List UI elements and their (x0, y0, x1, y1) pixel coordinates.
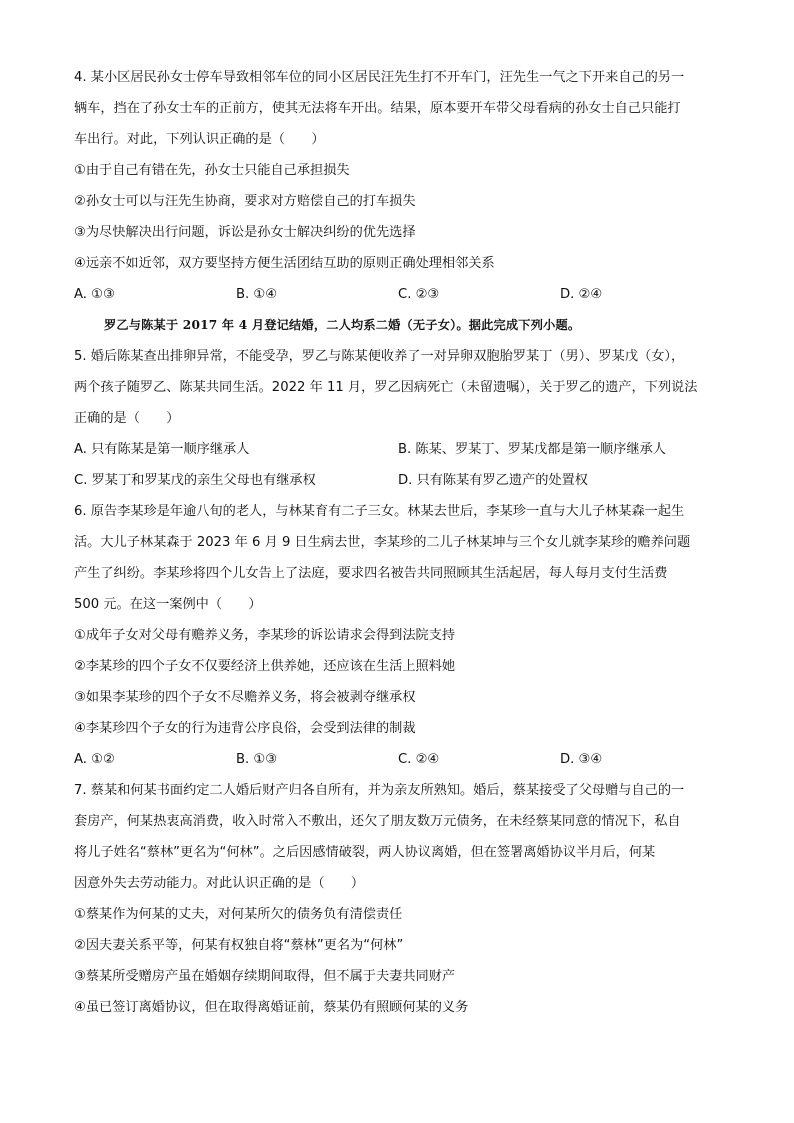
question-6-stem-line: 活。大儿子林某森于 2023 年 6 月 9 日生病去世，李某珍的二儿子林某坤与三个女儿就李某珍的赡养问题 (74, 535, 691, 550)
question-6 (74, 496, 724, 775)
question-4-choice-c[interactable]: C. ②③ (398, 287, 440, 302)
question-6-stem-line: 6. 原告李某珍是年逾八旬的老人，与林某育有二子三女。林某去世后，李某珍一直与大儿子林某森一起生 (74, 504, 685, 519)
question-7 (74, 775, 724, 1023)
question-6-choices (74, 744, 724, 775)
question-7-statement-3: ③蔡某所受赠房产虽在婚姻存续期间取得，但不属于夫妻共同财产 (74, 969, 456, 984)
question-4-choice-b[interactable]: B. ①④ (236, 287, 278, 302)
question-6-statement-1: ①成年子女对父母有赡养义务，李某珍的诉讼请求会得到法院支持 (74, 628, 456, 643)
material-intro: 罗乙与陈某于 2017 年 4 月登记结婚，二人均系二婚（无子女）。据此完成下列小题。 (104, 318, 581, 332)
question-6-stem-line: 产生了纠纷。李某珍将四个儿女告上了法庭，要求四名被告共同照顾其生活起居，每人每月支付生活费 (74, 566, 668, 581)
question-6-choice-a[interactable]: A. ①② (74, 752, 115, 767)
question-6-choice-b[interactable]: B. ①③ (236, 752, 278, 767)
question-5-choice-c[interactable]: C. 罗某丁和罗某戊的亲生父母也有继承权 (74, 473, 316, 488)
question-7-statement-2: ②因夫妻关系平等，何某有权独自将“蔡林”更名为“何林” (74, 938, 404, 953)
question-4-statement-2: ②孙女士可以与汪先生协商，要求对方赔偿自己的打车损失 (74, 194, 416, 209)
question-4-stem-line: 辆车，挡在了孙女士车的正前方，使其无法将车开出。结果，原本要开车带父母看病的孙女士自己只能打 (74, 101, 681, 116)
question-7-statement-1: ①蔡某作为何某的丈夫，对何某所欠的债务负有清偿责任 (74, 907, 403, 922)
question-5-choices-row-2 (74, 465, 724, 496)
question-6-stem-line: 500 元。在这一案例中（ ） (74, 597, 262, 612)
question-5-choice-b[interactable]: B. 陈某、罗某丁、罗某戊都是第一顺序继承人 (398, 442, 666, 457)
question-7-stem-line: 套房产，何某热衷高消费，收入时常入不敷出，还欠了朋友数万元债务，在未经蔡某同意的情况下，私自 (74, 814, 681, 829)
question-7-stem-line: 因意外失去劳动能力。对此认识正确的是（ ） (74, 876, 365, 891)
question-4-stem-line: 4. 某小区居民孙女士停车导致相邻车位的同小区居民汪先生打不开车门，汪先生一气之下开来自己的另一 (74, 70, 685, 85)
question-6-statement-3: ③如果李某珍的四个子女不尽赡养义务，将会被剥夺继承权 (74, 690, 416, 705)
question-6-statement-4: ④李某珍四个子女的行为违背公序良俗，会受到法律的制裁 (74, 721, 416, 736)
question-4-stem-line: 车出行。对此，下列认识正确的是（ ） (74, 132, 325, 147)
question-7-statement-4: ④虽已签订离婚协议，但在取得离婚证前，蔡某仍有照顾何某的义务 (74, 1000, 469, 1015)
question-5-stem-line: 5. 婚后陈某查出排卵异常，不能受孕，罗乙与陈某便收养了一对异卵双胞胎罗某丁（男）、罗某戊（女）， (74, 349, 685, 364)
question-4-statement-3: ③为尽快解决出行问题，诉讼是孙女士解决纠纷的优先选择 (74, 225, 416, 240)
question-6-statement-2: ②李某珍的四个子女不仅要经济上供养她，还应该在生活上照料她 (74, 659, 456, 674)
question-4 (74, 62, 724, 310)
question-6-choice-d[interactable]: D. ③④ (560, 752, 603, 767)
question-5 (74, 341, 724, 496)
question-5-choices-row-1 (74, 434, 724, 465)
question-5-choice-a[interactable]: A. 只有陈某是第一顺序继承人 (74, 442, 250, 457)
question-7-stem-line: 7. 蔡某和何某书面约定二人婚后财产归各自所有，并为亲友所熟知。婚后，蔡某接受了父母赠与自己的一 (74, 783, 685, 798)
question-7-stem-line: 将儿子姓名“蔡林”更名为“何林”。之后因感情破裂，两人协议离婚，但在签署离婚协议半月后，何某 (74, 845, 656, 860)
question-5-choice-d[interactable]: D. 只有陈某有罗乙遗产的处置权 (398, 473, 588, 488)
question-4-choice-d[interactable]: D. ②④ (560, 287, 603, 302)
question-5-stem-line: 两个孩子随罗乙、陈某共同生活。2022 年 11 月，罗乙因病死亡（未留遗嘱），关于罗乙的遗产，下列说法 (74, 380, 698, 395)
question-4-statement-1: ①由于自己有错在先，孙女士只能自己承担损失 (74, 163, 350, 178)
question-5-stem-line: 正确的是（ ） (74, 411, 180, 426)
exam-page (74, 62, 724, 1023)
question-4-choices (74, 279, 724, 310)
question-4-choice-a[interactable]: A. ①③ (74, 287, 115, 302)
question-4-statement-4: ④远亲不如近邻，双方要坚持方便生活团结互助的原则正确处理相邻关系 (74, 256, 495, 271)
question-6-choice-c[interactable]: C. ②④ (398, 752, 440, 767)
